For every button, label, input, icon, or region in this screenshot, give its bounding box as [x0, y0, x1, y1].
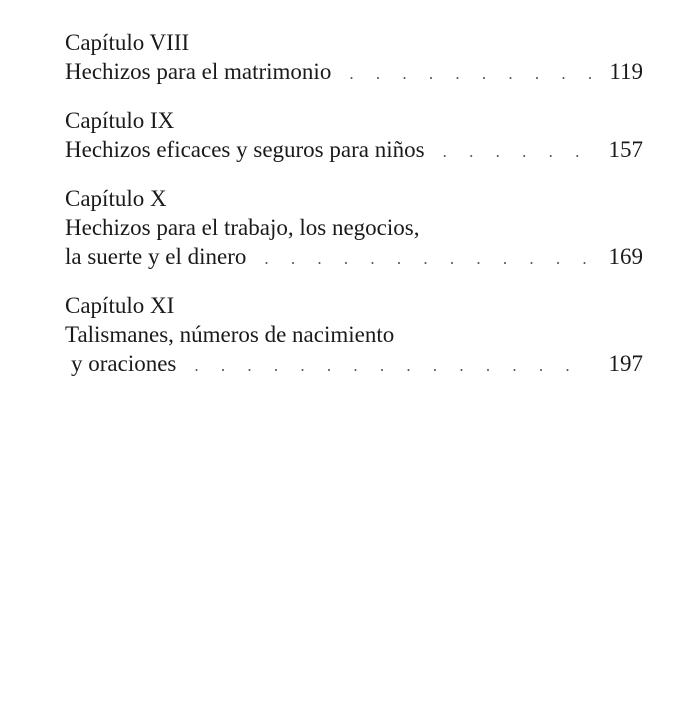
chapter-title: Hechizos eficaces y seguros para niños	[65, 137, 425, 162]
toc-entry-chapter-10	[65, 184, 643, 271]
toc-entry-chapter-9	[65, 106, 643, 164]
chapter-title-first-line: Hechizos para el trabajo, los negocios,	[65, 215, 420, 240]
chapter-heading: Capítulo X	[65, 186, 167, 211]
chapter-heading: Capítulo VIII	[65, 30, 190, 55]
dot-leader	[194, 351, 591, 380]
page-number: 157	[608, 137, 643, 162]
table-of-contents	[65, 28, 643, 398]
page-number: 119	[609, 59, 643, 84]
chapter-heading: Capítulo IX	[65, 108, 175, 133]
dot-leader	[443, 137, 591, 166]
chapter-title-last-line: la suerte y el dinero	[65, 244, 247, 269]
dot-leader	[264, 244, 591, 273]
toc-title-line	[65, 135, 643, 164]
page-number: 197	[608, 351, 643, 376]
chapter-heading: Capítulo XI	[65, 293, 175, 318]
toc-entry-chapter-11	[65, 291, 643, 378]
chapter-title: Hechizos para el matrimonio	[65, 59, 332, 84]
toc-title-line	[65, 57, 643, 86]
page-number: 169	[608, 244, 643, 269]
toc-title-line	[65, 242, 643, 271]
toc-entry-chapter-8	[65, 28, 643, 86]
chapter-title-first-line: Talismanes, números de nacimiento	[65, 322, 395, 347]
toc-title-line	[65, 349, 643, 378]
dot-leader	[349, 59, 591, 88]
chapter-title-last-line: y oraciones	[71, 351, 177, 376]
